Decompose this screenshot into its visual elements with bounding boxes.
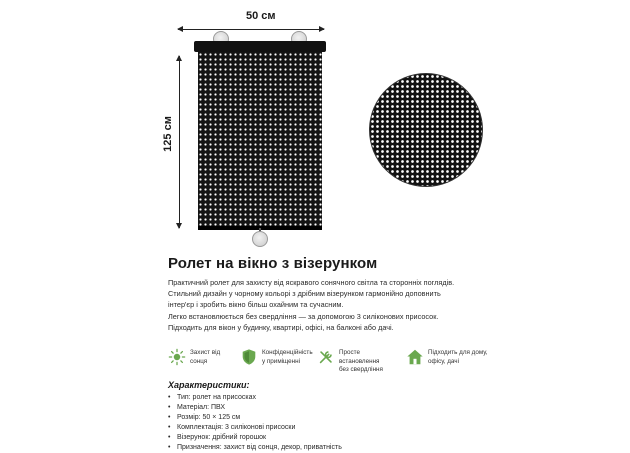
feature-line: у приміщенні — [262, 357, 301, 365]
feature-suitable-places — [406, 348, 496, 372]
list-item: • Тип: ролет на присосках — [168, 393, 342, 403]
install-line: Підходить для вікон у будинку, квартирі, офісі, на балконі або дачі. — [168, 323, 394, 332]
list-item: • Матеріал: ПВХ — [168, 403, 342, 413]
characteristics-list — [168, 393, 342, 453]
tools-icon — [317, 348, 335, 366]
list-item: • Призначення: захист від сонця, декор, приватність — [168, 443, 342, 453]
feature-sun-protection — [168, 348, 230, 372]
feature-line: Просте встановлення — [339, 349, 380, 365]
list-item: • Розмір: 50 × 125 см — [168, 413, 342, 423]
shield-icon — [240, 348, 258, 366]
description-line: Стильний дизайн у чорному кольорі з дрібним візерунком гармонійно доповнить — [168, 289, 441, 298]
installation-description — [168, 311, 468, 333]
characteristics-title: Характеристики: — [168, 380, 250, 390]
sun-icon — [168, 348, 186, 366]
feature-line: без свердління — [339, 366, 383, 373]
feature-line: сонця — [190, 357, 208, 365]
height-dimension-line — [179, 56, 180, 228]
list-item: • Візерунок: дрібний горошок — [168, 433, 342, 443]
bottom-suction-cup — [252, 231, 268, 247]
height-dimension-label: 125 см — [161, 116, 174, 152]
house-icon — [406, 348, 424, 366]
product-description — [168, 277, 468, 310]
roller-bar — [194, 41, 326, 52]
install-line: Легко встановлюється без свердління — за допомогою 3 силіконових присосок. — [168, 312, 439, 321]
list-item: • Комплектація: 3 силіконові присоски — [168, 423, 342, 433]
feature-line: Захист від — [190, 349, 221, 356]
description-line: Практичний ролет для захисту від яскравого сонячного світла та сторонніх поглядів. — [168, 278, 455, 287]
feature-easy-install — [317, 348, 397, 372]
pattern-zoom-circle — [370, 74, 482, 186]
feature-line: офісу, дачі — [428, 357, 459, 365]
feature-line: Конфіденційність — [262, 349, 313, 356]
description-line: інтер'єр і зробить вікно більш охайним та сучасним. — [168, 300, 344, 309]
width-dimension-label: 50 см — [246, 10, 276, 22]
feature-line: Підходить для дому, — [428, 349, 488, 356]
width-dimension-line — [178, 29, 324, 30]
product-title: Ролет на вікно з візерунком — [168, 255, 378, 272]
roller-blind-fabric — [198, 52, 322, 228]
feature-privacy — [240, 348, 313, 372]
